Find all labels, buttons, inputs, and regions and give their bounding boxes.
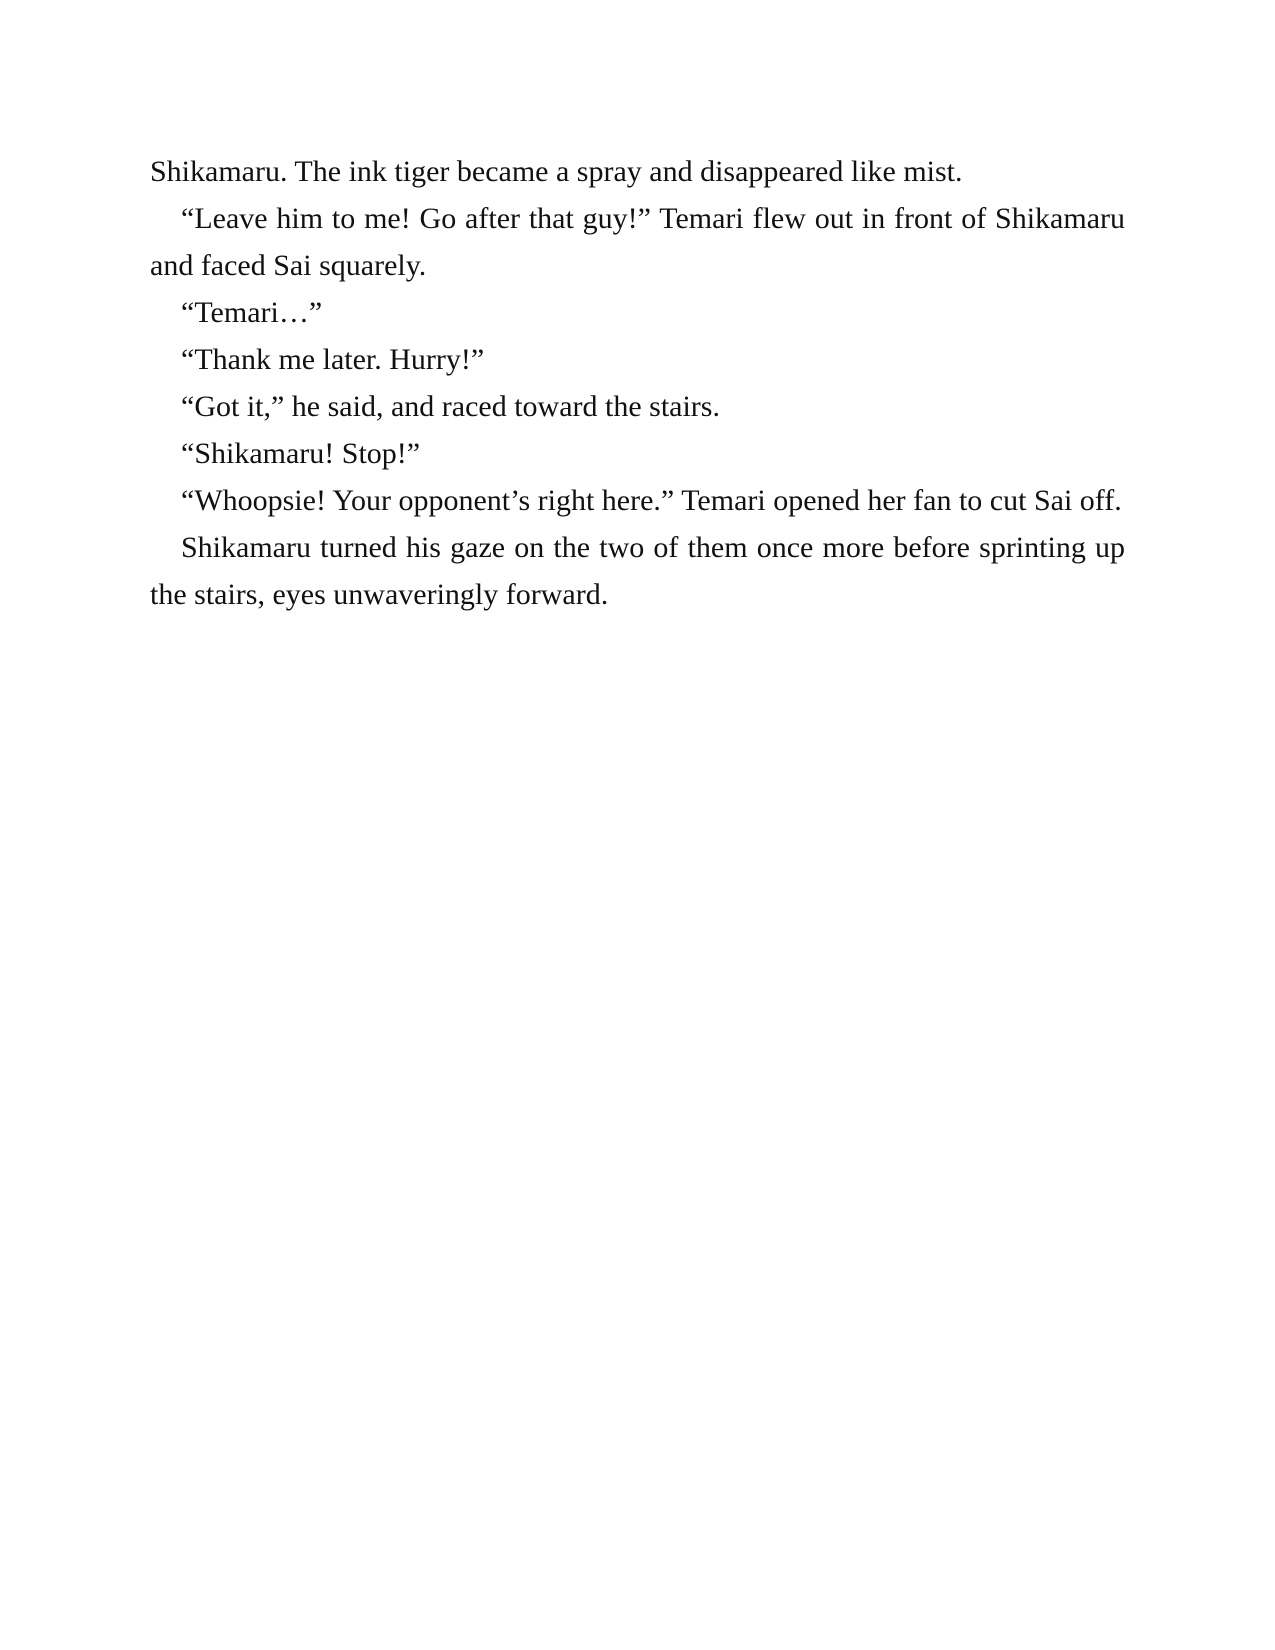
body-text — [150, 148, 1125, 618]
paragraph: “Leave him to me! Go after that guy!” Temari flew out in front of Shikamaru and faced Sai squarely. — [150, 202, 1125, 282]
paragraph: “Thank me later. Hurry!” — [181, 343, 485, 376]
paragraph: “Whoopsie! Your opponent’s right here.” Temari opened her fan to cut Sai off. — [181, 484, 1122, 517]
paragraph: “Got it,” he said, and raced toward the stairs. — [181, 390, 720, 423]
paragraph: Shikamaru. The ink tiger became a spray and disappeared like mist. — [150, 155, 963, 188]
paragraph: “Temari…” — [181, 296, 323, 329]
paragraph: Shikamaru turned his gaze on the two of them once more before sprinting up the stairs, eyes unwaveringly forward. — [150, 531, 1125, 611]
paragraph: “Shikamaru! Stop!” — [181, 437, 421, 470]
